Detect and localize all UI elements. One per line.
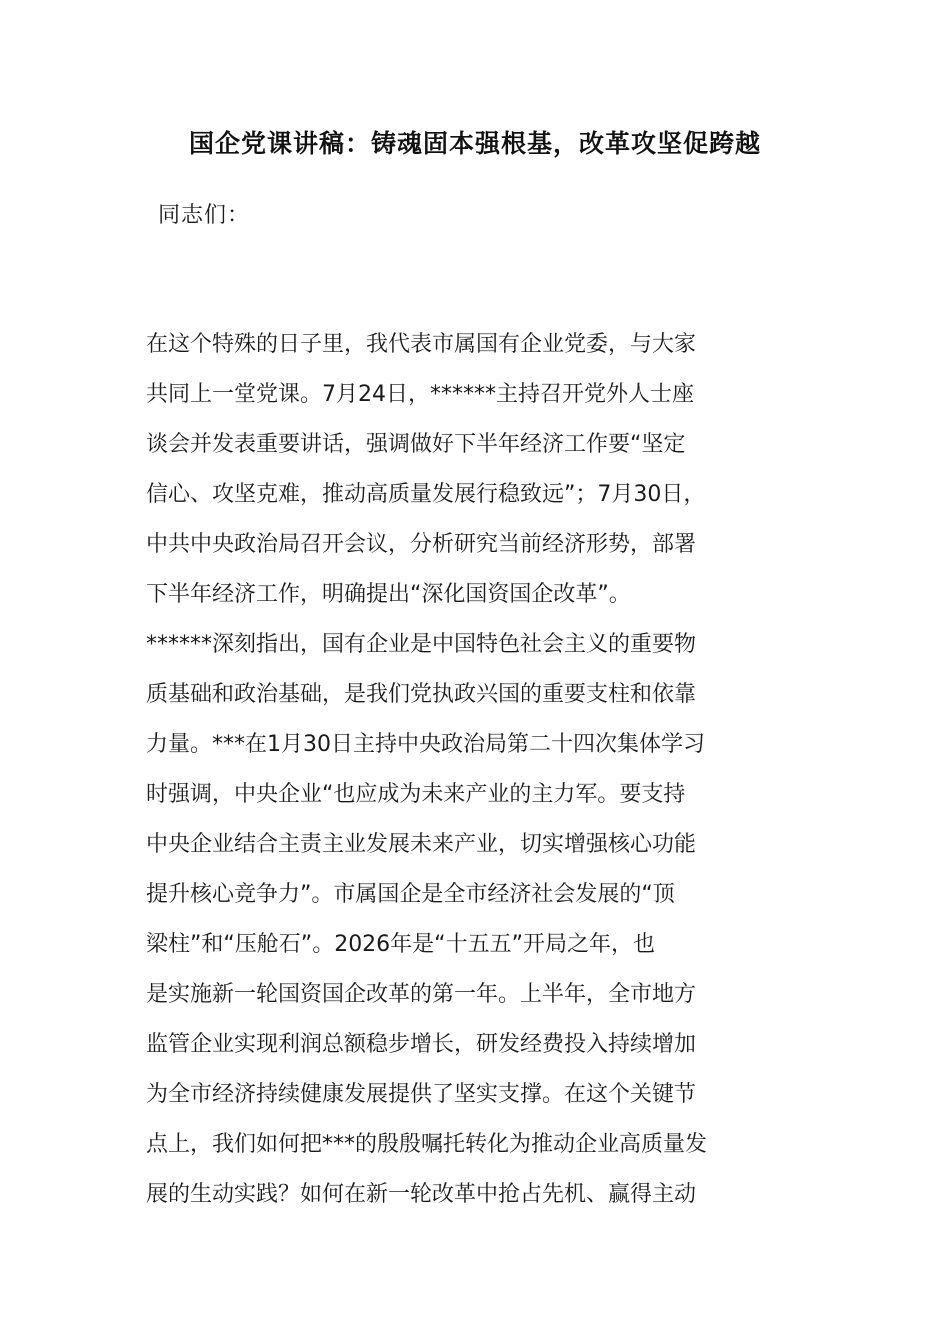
paragraph-line: 时强调，中央企业“也应成为未来产业的主力军。要支持 (146, 782, 686, 807)
paragraph-line: 力量。***在1月30日主持中央政治局第二十四次集体学习 (146, 732, 705, 757)
paragraph-line: 谈会并发表重要讲话，强调做好下半年经济工作要“坚定 (146, 432, 686, 457)
salutation: 同志们： (158, 203, 251, 228)
paragraph-line: 监管企业实现利润总额稳步增长，研发经费投入持续增加 (146, 1032, 697, 1057)
paragraph-line: 展的生动实践？如何在新一轮改革中抢占先机、赢得主动 (146, 1182, 697, 1207)
paragraph-line: 为全市经济持续健康发展提供了坚实支撑。在这个关键节 (146, 1082, 697, 1107)
paragraph-line: 共同上一堂党课。7月24日，******主持召开党外人士座 (146, 382, 694, 407)
paragraph-line: 梁柱”和“压舱石”。2026年是“十五五”开局之年，也 (146, 932, 655, 957)
paragraph-line: 质基础和政治基础，是我们党执政兴国的重要支柱和依靠 (146, 682, 697, 707)
paragraph-line: 是实施新一轮国资国企改革的第一年。上半年，全市地方 (146, 982, 697, 1007)
paragraph-line: 下半年经济工作，明确提出“深化国资国企改革”。 (146, 582, 631, 607)
paragraph-line: 信心、攻坚克难，推动高质量发展行稳致远”；7月30日， (146, 482, 706, 507)
paragraph-line: ******深刻指出，国有企业是中国特色社会主义的重要物 (146, 632, 697, 657)
paragraph-line: 提升核心竞争力”。市属国企是全市经济社会发展的“顶 (146, 882, 675, 907)
paragraph-line: 中共中央政治局召开会议，分析研究当前经济形势，部署 (146, 532, 697, 557)
paragraph-line: 中央企业结合主责主业发展未来产业，切实增强核心功能 (146, 832, 697, 857)
body-paragraph (146, 320, 816, 1220)
paragraph-line: 在这个特殊的日子里，我代表市属国有企业党委，与大家 (146, 332, 697, 357)
document-title: 国企党课讲稿：铸魂固本强根基，改革攻坚促跨越 (188, 129, 761, 158)
paragraph-line: 点上，我们如何把***的殷殷嘱托转化为推动企业高质量发 (146, 1132, 708, 1157)
